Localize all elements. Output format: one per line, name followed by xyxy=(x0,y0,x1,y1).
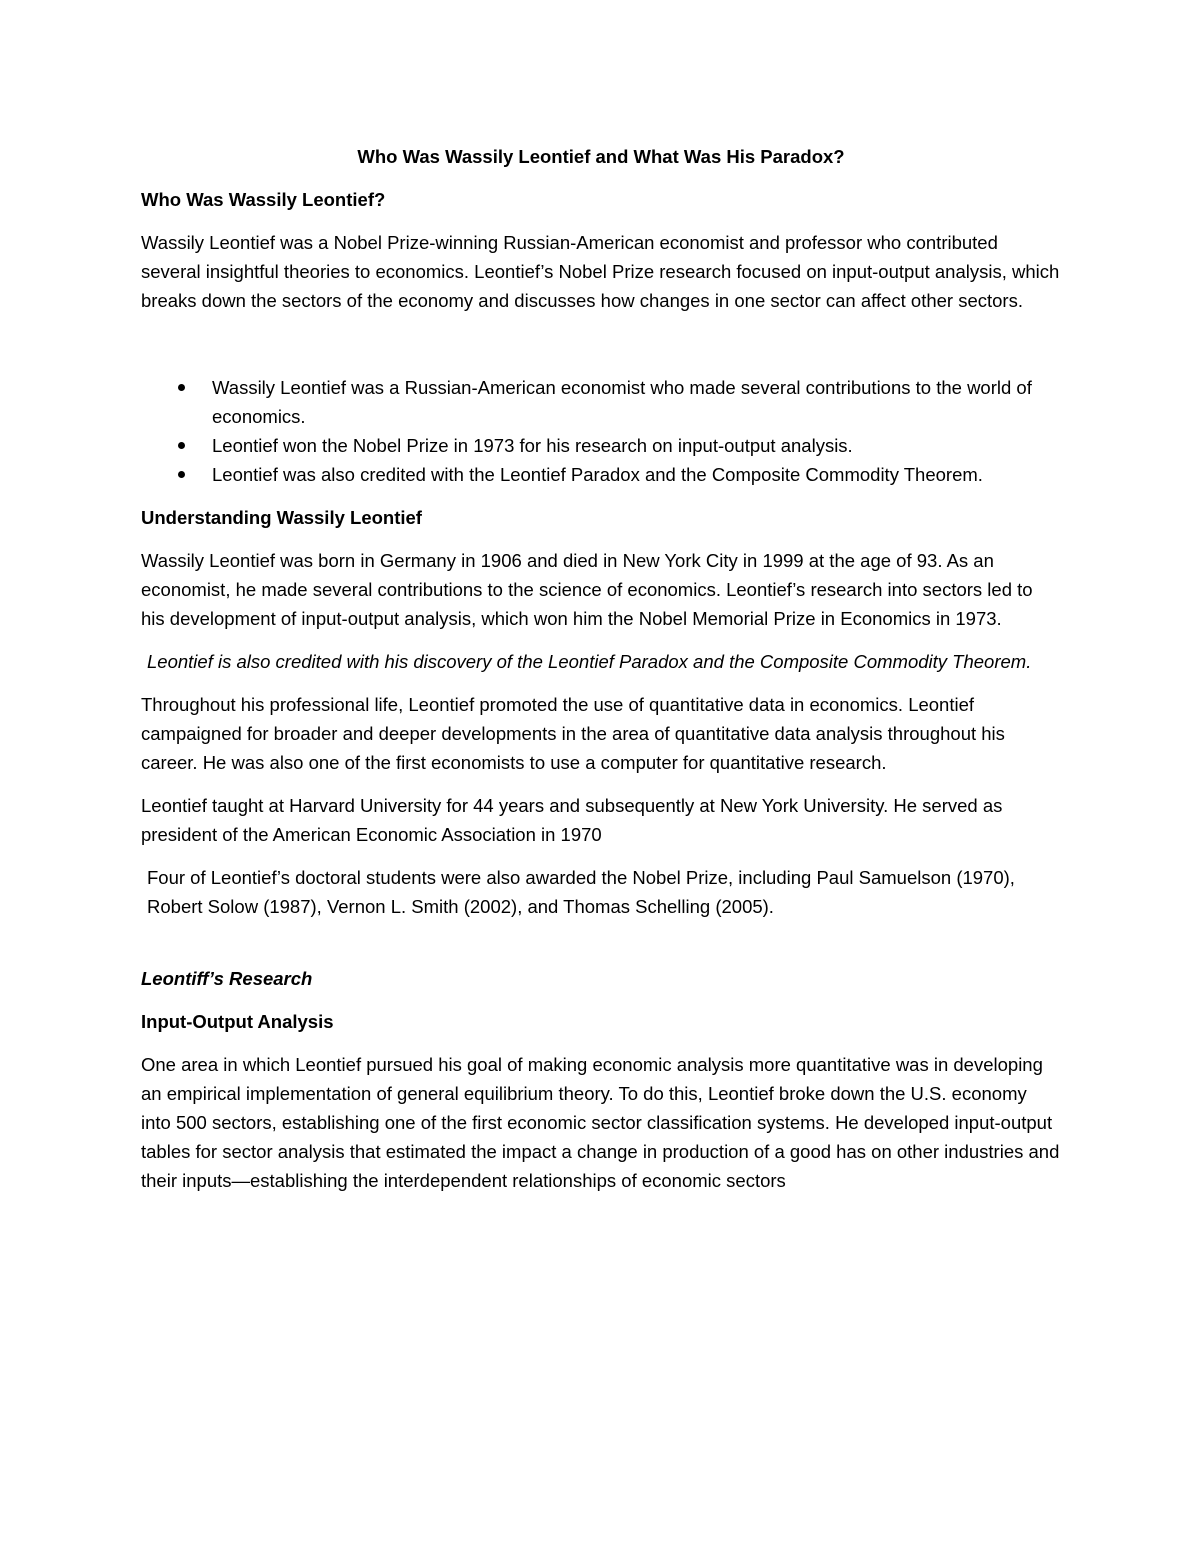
biography-paragraph: Wassily Leontief was born in Germany in 1906 and died in New York City in 1999 at the age of 93. As an economist, he made several contributions to the science of economics. Leontief’s research into sectors led to his development of input-output analysis, which won him the Nobel Memorial Prize in Economics in 1973. xyxy=(141,550,1033,629)
list-item xyxy=(141,431,1061,460)
bullet-icon xyxy=(178,442,185,449)
list-item xyxy=(141,460,1061,489)
harvard-paragraph: Leontief taught at Harvard University for 44 years and subsequently at New York University. He served as president of the American Economic Association in 1970 xyxy=(141,795,1003,845)
paradox-italic-paragraph: Leontief is also credited with his discovery of the Leontief Paradox and the Composite Commodity Theorem. xyxy=(147,651,1032,672)
doctoral-students-paragraph: Four of Leontief’s doctoral students were also awarded the Nobel Prize, including Paul Samuelson (1970), Robert Solow (1987), Vernon L. Smith (2002), and Thomas Schelling (2005). xyxy=(147,867,1015,917)
quantitative-data-paragraph: Throughout his professional life, Leontief promoted the use of quantitative data in economics. Leontief campaigned for broader and deeper developments in the area of quantitative data analysis throughout his career. He was also one of the first economists to use a computer for quantitative research. xyxy=(141,694,1005,773)
list-item-text: Leontief was also credited with the Leontief Paradox and the Composite Commodity Theorem. xyxy=(212,464,983,485)
bullet-icon xyxy=(178,384,185,391)
document-body xyxy=(141,142,1061,1209)
list-item-text: Wassily Leontief was a Russian-American economist who made several contributions to the world of economics. xyxy=(212,377,1032,427)
intro-paragraph: Wassily Leontief was a Nobel Prize-winning Russian-American economist and professor who contributed several insightful theories to economics. Leontief’s Nobel Prize research focused on input-output analysis, which breaks down the sectors of the economy and discusses how changes in one sector can affect other sectors. xyxy=(141,232,1060,311)
blank-line xyxy=(141,329,1061,373)
input-output-paragraph: One area in which Leontief pursued his goal of making economic analysis more quantitative was in developing an empirical implementation of general equilibrium theory. To do this, Leontief broke down the U.S. economy into 500 sectors, establishing one of the first economic sector classification systems. He developed input-output tables for sector analysis that estimated the impact a change in production of a good has on other industries and their inputs—establishing the interdependent relationships of economic sectors xyxy=(141,1054,1060,1191)
subheading-input-output: Input-Output Analysis xyxy=(141,1011,334,1032)
section-heading-understanding: Understanding Wassily Leontief xyxy=(141,507,422,528)
section-heading-research: Leontiff’s Research xyxy=(141,968,313,989)
bullet-icon xyxy=(178,471,185,478)
blank-line xyxy=(141,935,1061,964)
key-takeaways-list xyxy=(141,373,1061,489)
section-heading-who-was: Who Was Wassily Leontief? xyxy=(141,189,386,210)
document-title: Who Was Wassily Leontief and What Was His Paradox? xyxy=(357,146,845,167)
list-item xyxy=(141,373,1061,431)
list-item-text: Leontief won the Nobel Prize in 1973 for his research on input-output analysis. xyxy=(212,435,853,456)
